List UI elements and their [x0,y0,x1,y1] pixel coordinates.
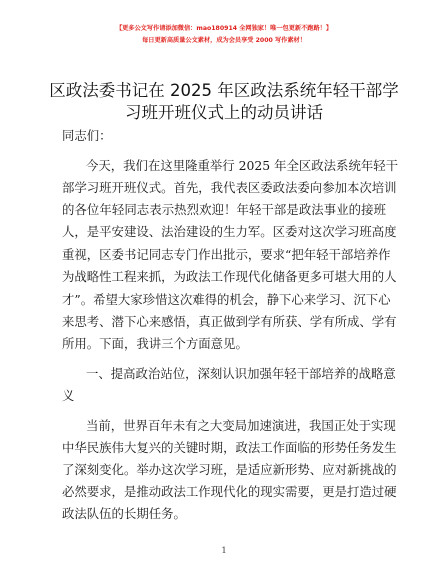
paragraph-line: 部学习班开班仪式。首先，我代表区委政法委向参加本次培训 [62,180,397,195]
title-line-1: 区政法委书记在 2025 年区政法系统年轻干部学 [49,81,399,100]
salutation: 同志们： [62,128,112,143]
paragraph-line: 人，是平安建设、法治建设的生力军。区委对这次学习班高度 [62,224,397,239]
paragraph-line: 所用。下面，我讲三个方面意见。 [62,336,248,351]
document-title [44,80,404,124]
paragraph-line: 今天，我们在这里隆重举行 2025 年全区政法系统年轻干 [86,158,399,173]
title-line-2: 习班开班仪式上的动员讲话 [125,103,323,122]
section-heading-line: 义 [62,388,75,403]
paragraph-line: 必然要求，是推动政法工作现代化的现实需要，更是打造过硬 [62,484,397,499]
paragraph-line: 当前，世界百年未有之大变局加速演进，我国正处于实现 [86,418,396,433]
promo-banner-line-2: 每日更新高质量公文素材，成为会员享受 2000 写作素材！ [142,37,306,44]
promo-banner-line-1: 【更多公文写作请添加微信：mao180914 全网独家！唯一包更新不跑路！】 [115,25,333,32]
paragraph-line: 才”。希望大家珍惜这次难得的机会，静下心来学习、沉下心 [62,292,391,307]
paragraph-line: 来思考、潜下心来感悟，真正做到学有所获、学有所成、学有 [62,314,397,329]
paragraph-line: 政法队伍的长期任务。 [62,506,186,521]
paragraph-line: 为战略性工程来抓，为政法工作现代化储备更多可堪大用的人 [62,269,397,284]
page-number: 1 [221,546,227,555]
paragraph-line: 的各位年轻同志表示热烈欢迎！年轻干部是政法事业的接班 [62,202,386,217]
paragraph-line: 重视，区委书记同志专门作出批示，要求“把年轻干部培养作 [62,247,391,262]
paragraph-line: 了深刻变化。举办这次学习班，是适应新形势、应对新挑战的 [62,462,397,477]
paragraph-line: 中华民族伟大复兴的关键时期，政法工作面临的形势任务发生 [62,440,397,455]
section-heading-line: 一、提高政治站位，深刻认识加强年轻干部培养的战略意 [86,366,396,381]
